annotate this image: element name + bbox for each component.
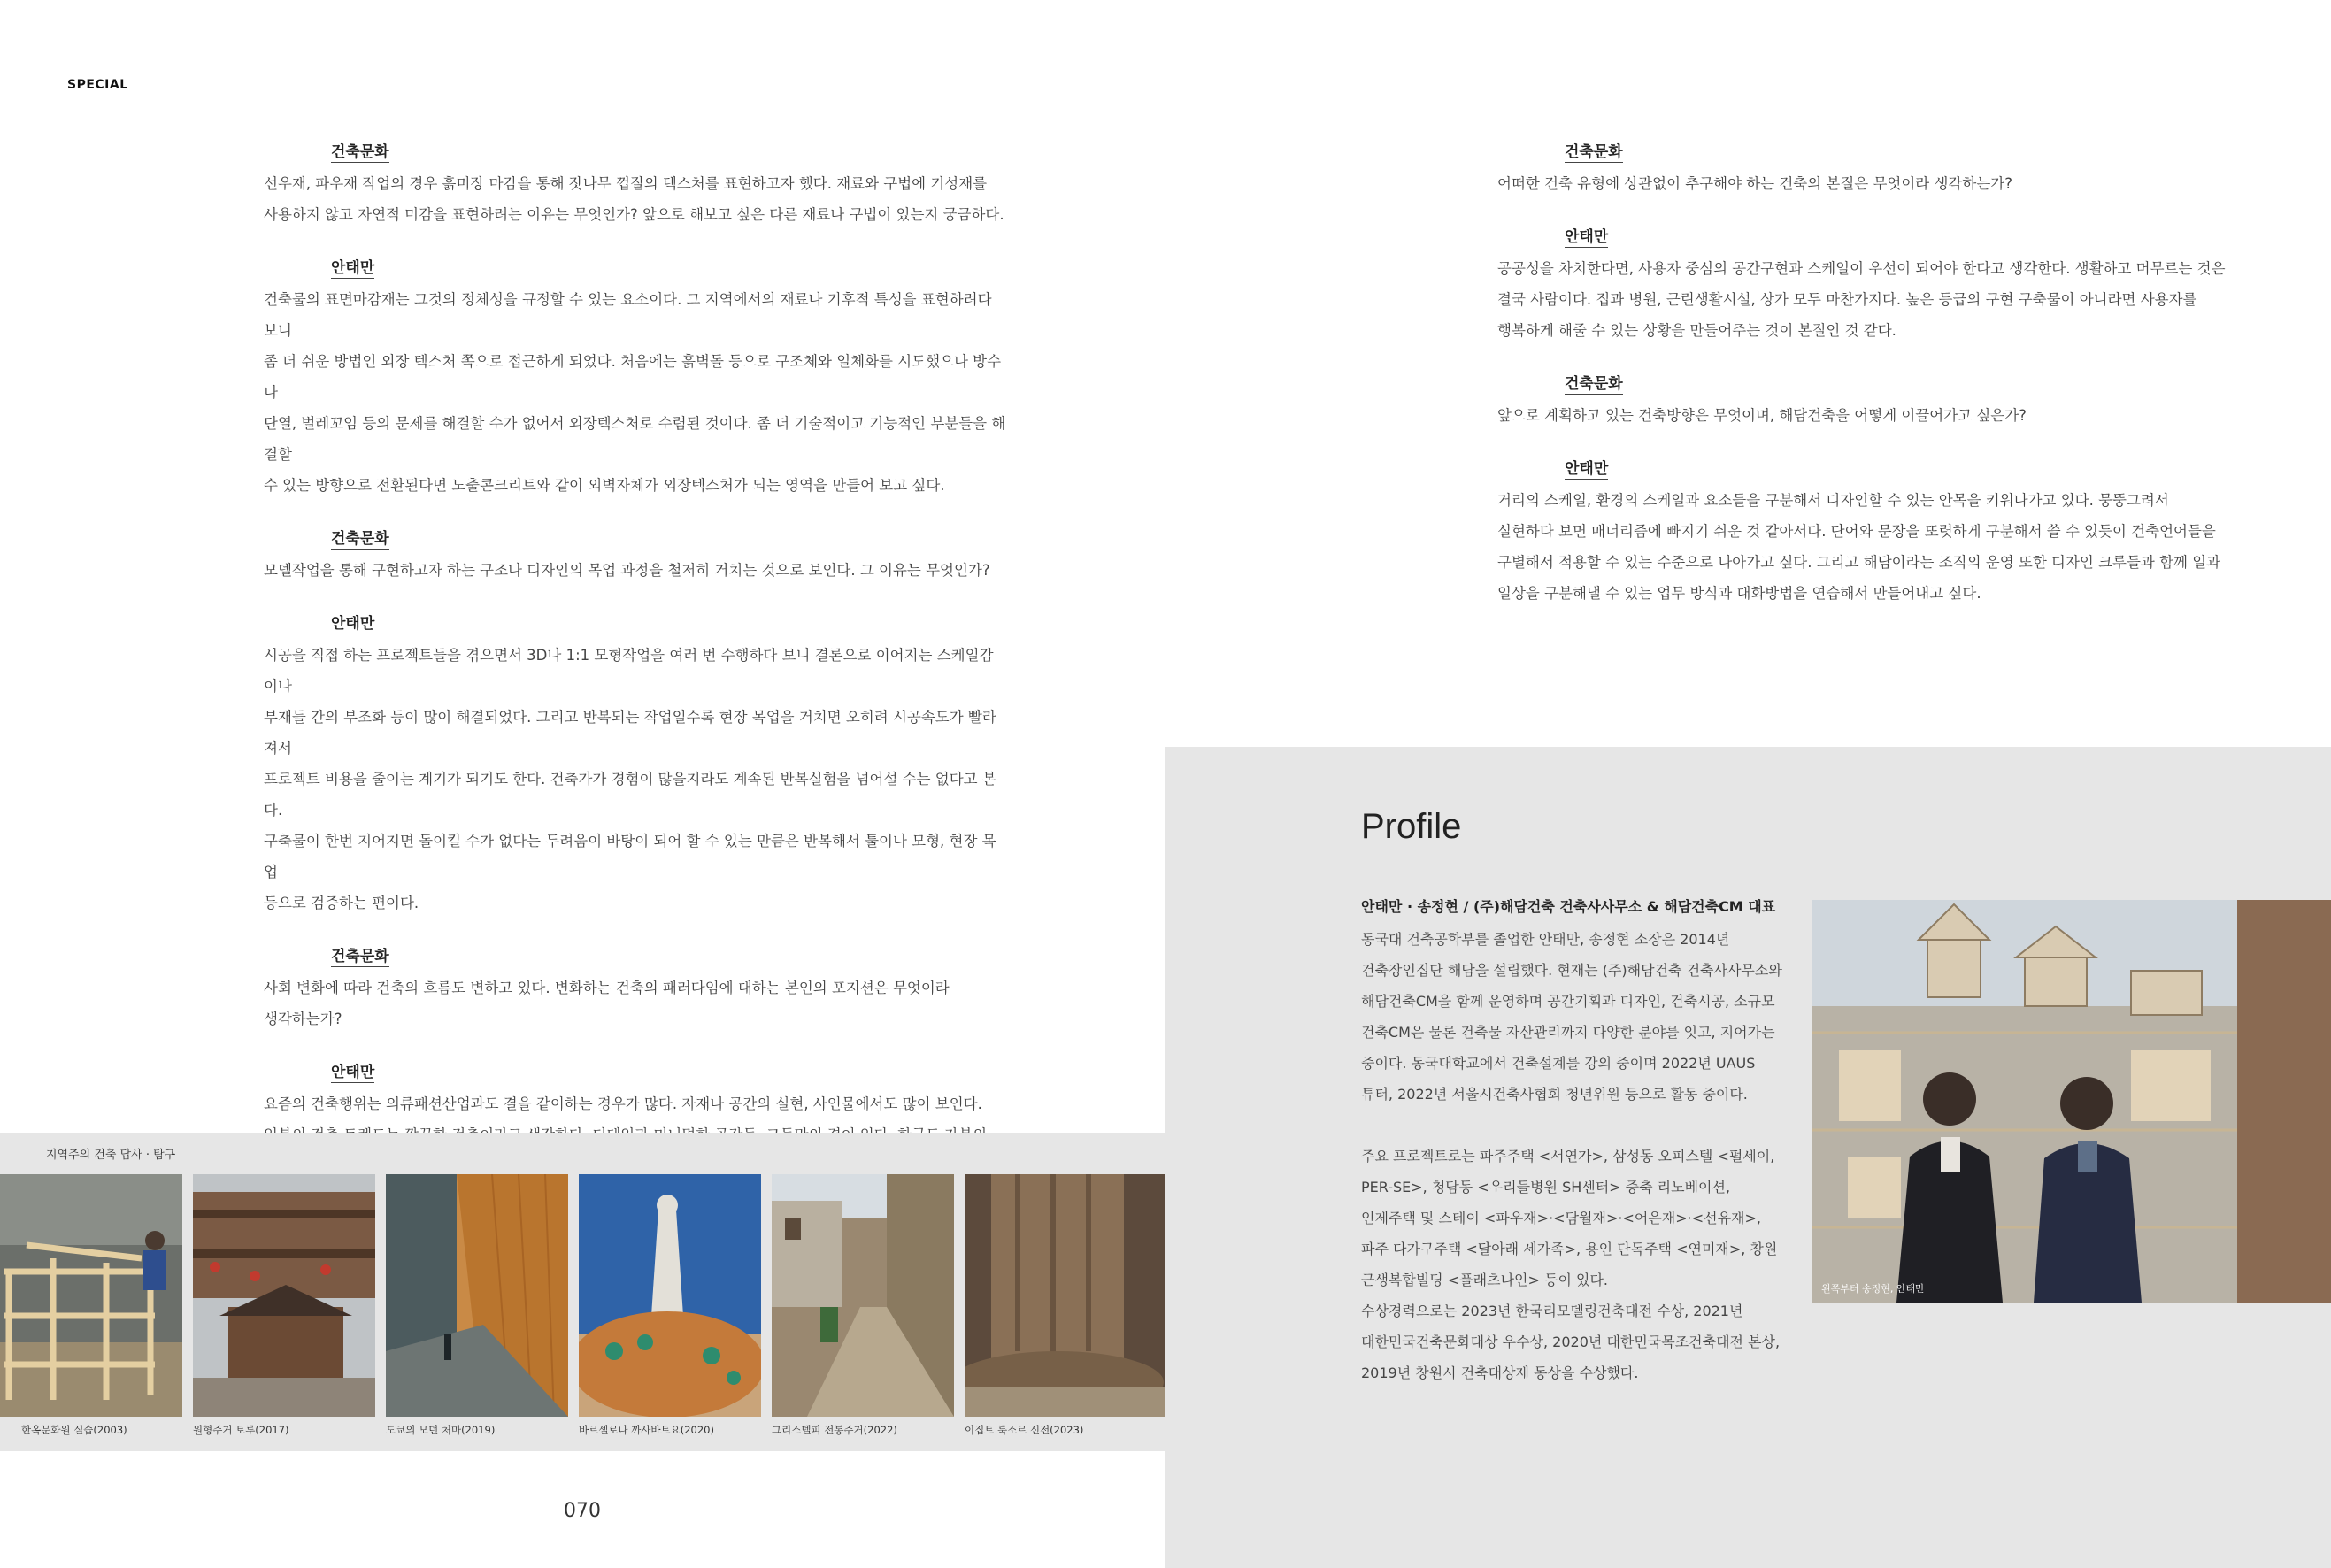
qa-text: 요즘의 건축행위는 의류패션산업과도 결을 같이하는 경우가 많다. 자재나 공간의 실현, 사인물에서도 많이 보인다. (264, 1095, 982, 1112)
speaker-label: 건축문화 (331, 143, 389, 161)
speaker-label: 건축문화 (1565, 375, 1623, 393)
qa-text: 사회 변화에 따라 건축의 흐름도 변하고 있다. 변화하는 건축의 패러다임에 대하는 본인의 포지션은 무엇이라 생각하는가? (264, 980, 950, 1027)
speaker-label: 안태만 (1565, 228, 1609, 246)
qa-text: 거리의 스케일, 환경의 스케일과 요소들을 구분해서 디자인할 수 있는 안목을 키워나가고 있다. 뭉뚱그려서 실현하다 보면 매너리즘에 빠지기 쉬운 것 같아서다. 단어와 문장을 또렷하게 구분해서 쓸 수 있듯이 건축언어들을 구별해서 적용할 수 있는 수준으로 나아가고 싶다. 그리고 해담이라는 조직의 운영 또한 디자인 크루들과 함께 일과 일상을 구분해낼 수 있는 업무 방식과 대화방법을 연습해서 만들어내고 싶다. (1497, 492, 2221, 602)
photo-caption: 한옥문화원 실습(2003) (21, 1424, 127, 1436)
section-tag: SPECIAL (67, 78, 128, 92)
photo-caption: 바르셀로나 까사바트요(2020) (579, 1424, 714, 1436)
page-number: 070 (564, 1500, 601, 1522)
profile-name: 안태만 · 송정현 / (주)해담건축 건축사사무소 & 해담건축CM 대표 (1361, 898, 1776, 915)
speaker-label: 건축문화 (331, 948, 389, 965)
strip-title: 지역주의 건축 답사 · 탐구 (46, 1149, 176, 1162)
speaker-label: 건축문화 (1565, 143, 1623, 161)
qa-text: 모델작업을 통해 구현하고자 하는 구조나 디자인의 목업 과정을 철저히 거치는 것으로 보인다. 그 이유는 무엇인가? (264, 562, 990, 579)
qa-block (264, 611, 1007, 919)
photo-casa-batllo (579, 1174, 761, 1417)
profile-title: Profile (1361, 807, 1462, 846)
photo-caption: 그리스델피 전통주거(2022) (772, 1424, 897, 1436)
qa-block (1497, 139, 2241, 199)
profile-photo (1812, 900, 2331, 1303)
qa-block (1497, 456, 2241, 609)
photo-caption: 원형주거 토루(2017) (193, 1424, 289, 1436)
photo-hanok-workshop (0, 1174, 182, 1417)
profile-photo-caption: 왼쪽부터 송정현, 안태만 (1821, 1283, 1925, 1295)
photo-tulou (193, 1174, 375, 1417)
qa-text: 건축물의 표면마감재는 그것의 정체성을 규정할 수 있는 요소이다. 그 지역에서의 재료나 기후적 특성을 표현하려다 보니 좀 더 쉬운 방법인 외장 텍스처 쪽으로 접근하게 되었다. 처음에는 흙벽돌 등으로 구조체와 일체화를 시도했으나 방수나 단열, 벌레꼬임 등의 문제를 해결할 수가 없어서 외장텍스처로 수렴된 것이다. 좀 더 기술적이고 기능적인 부분들을 해결할 수 있는 방향으로 전환된다면 노출콘크리트와 같이 외벽자체가 외장텍스처가 되는 영역을 만들어 보고 싶다. (264, 291, 1006, 494)
qa-block (264, 526, 1007, 586)
qa-text: 시공을 직접 하는 프로젝트들을 겪으면서 3D나 1:1 모형작업을 여러 번 수행하다 보니 결론으로 이어지는 스케일감이나 부재들 간의 부조화 등이 많이 해결되었다. 그리고 반복되는 작업일수록 현장 목업을 거치면 오히려 시공속도가 빨라져서 프로젝트 비용을 줄이는 계기가 되기도 한다. 건축가가 경험이 많을지라도 계속된 반복실험을 넘어설 수는 없다고 본다. 구축물이 한번 지어지면 돌이킬 수가 없다는 두려움이 바탕이 되어 할 수 있는 만큼은 반복해서 툴이나 모형, 현장 목업 등으로 검증하는 편이다. (264, 647, 996, 911)
speaker-label: 안태만 (331, 1064, 375, 1081)
qa-block (264, 139, 1007, 230)
qa-block (1497, 224, 2241, 346)
speaker-label: 안태만 (331, 259, 375, 277)
qa-text: 선우재, 파우재 작업의 경우 흙미장 마감을 통해 잣나무 껍질의 텍스처를 표현하고자 했다. 재료와 구법에 기성재를 사용하지 않고 자연적 미감을 표현하려는 이유는 무엇인가? 앞으로 해보고 싶은 다른 재료나 구법이 있는지 궁금하다. (264, 175, 1004, 223)
photo-caption: 도쿄의 모던 처마(2019) (386, 1424, 496, 1436)
speaker-label: 안태만 (1565, 460, 1609, 478)
photo-greek-street (772, 1174, 954, 1417)
qa-text: 어떠한 건축 유형에 상관없이 추구해야 하는 건축의 본질은 무엇이라 생각하는가? (1497, 175, 2012, 192)
profile-text: 동국대 건축공학부를 졸업한 안태만, 송정현 소장은 2014년 건축장인집단 해담을 설립했다. 현재는 (주)해담건축 건축사사무소와 해담건축CM을 함께 운영하며 공간기획과 디자인, 건축시공, 소규모 건축CM은 물론 건축물 자산관리까지 다양한 분야를 잇고, 지어가는 중이다. 동국대학교에서 건축설계를 강의 중이며 2022년 UAUS 튜터, 2022년 서울시건축사협회 청년위원 등으로 활동 중이다. 주요 프로젝트로는 파주주택 <서연가>, 삼성동 오피스텔 <펄세이, PER-SE>, 청담동 <우리들병원 SH센터> 증축 리노베이션, 인제주택 및 스테이 <파우재>·<담월재>·<어은재>·<선유재>, 파주 다가구주택 <달아래 세가족>, 용인 단독주택 <연미재>, 창원 근생복합빌딩 <플래츠나인> 등이 있다. 수상경력으로는 2023년 한국리모델링건축대전 수상, 2021년 대한민국건축문화대상 우수상, 2020년 대한민국목조건축대전 본상, 2019년 창원시 건축대상제 동상을 수상했다. (1361, 931, 1782, 1381)
photo-tokyo-eaves (386, 1174, 568, 1417)
qa-block (1497, 371, 2241, 431)
photo-caption: 이집트 룩소르 신전(2023) (965, 1424, 1084, 1436)
right-interview-column (1497, 139, 2241, 634)
speaker-label: 건축문화 (331, 530, 389, 548)
qa-block (264, 255, 1007, 501)
photo-luxor-temple (965, 1174, 1166, 1417)
qa-block (264, 943, 1007, 1034)
qa-text: 앞으로 계획하고 있는 건축방향은 무엇이며, 해담건축을 어떻게 이끌어가고 싶은가? (1497, 407, 2027, 424)
qa-text: 공공성을 차치한다면, 사용자 중심의 공간구현과 스케일이 우선이 되어야 한다고 생각한다. 생활하고 머무르는 것은 결국 사람이다. 집과 병원, 근린생활시설, 상가 모두 마찬가지다. 높은 등급의 구현 구축물이 아니라면 사용자를 행복하게 해줄 수 있는 상황을 만들어주는 것이 본질인 것 같다. (1497, 260, 2226, 339)
speaker-label: 안태만 (331, 615, 375, 633)
left-interview-column (264, 139, 1007, 1237)
